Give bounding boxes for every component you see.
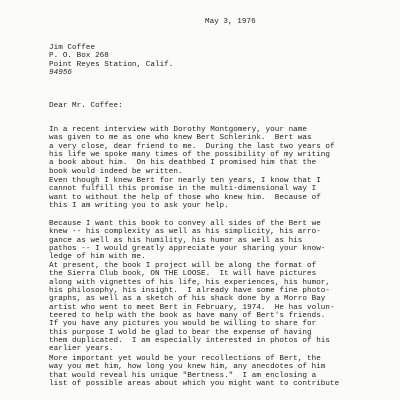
paragraph-line: way you met him, how long you knew him, any anecdotes of him (49, 363, 326, 372)
paragraph-line: this purpose I wold be glad to bear the expense of having (49, 328, 312, 337)
paragraph-1 (49, 126, 389, 176)
paragraph-line: his philosophy, his insight. I already have some fine photo- (49, 287, 331, 296)
address-po-box: P. O. Box 268 (49, 52, 109, 61)
salutation: Dear Mr. Coffee: (49, 102, 123, 110)
paragraph-2 (49, 177, 389, 210)
paragraph-line: a book about him. On his deathbed I promised him that the (49, 159, 317, 168)
address-name: Jim Coffee (49, 44, 96, 52)
paragraph-line: artist who went to meet Bert in February, 1974. He has volun- (49, 303, 335, 312)
paragraph-line: earlier years. (49, 345, 114, 354)
paragraph-line: book would indeed be written. (49, 167, 183, 176)
recipient-address (49, 44, 173, 77)
paragraph-line: More important yet would be your recollections of Bert, the (49, 355, 321, 363)
letter-date: May 3, 1976 (205, 18, 256, 26)
paragraph-line: cannot fulfill this promise in the multi-dimensional way I (49, 185, 317, 194)
paragraph-line: was given to me as one who knew Bert Schlerink. Bert was (49, 134, 312, 143)
paragraph-line: this I am writing you to ask your help. (49, 202, 229, 211)
address-zip: 94956 (49, 68, 73, 77)
paragraph-line: graphs, as well as a sketch of his shack done by a Morro Bay (49, 295, 326, 304)
paragraph-4 (49, 262, 389, 354)
paragraph-line: list of possible areas about which you might want to contribute (49, 380, 340, 389)
paragraph-line: knew -- his complexity as well as his simplicity, his arro- (49, 228, 321, 237)
paragraph-line: In a recent interview with Dorothy Montgomery, your name (49, 126, 307, 134)
paragraph-5 (49, 355, 389, 388)
paragraph-line: want to without the help of those who knew him. Because of (49, 193, 321, 202)
paragraph-line: that would reveal his unique "Bertness." I am enclosing a (49, 371, 317, 380)
paragraph-line: along with vignettes of his life, his experiences, his humor, (49, 278, 331, 287)
paragraph-line: a very close, dear friend to me. During the last two years of (49, 142, 335, 151)
paragraph-line: ledge of him with me. (49, 253, 146, 262)
paragraph-line: At present, the book I project will be along the format of (49, 262, 317, 270)
paragraph-line: the Sierra Club book, ON THE LOOSE. It will have pictures (49, 270, 317, 279)
paragraph-line: Even though I knew Bert for nearly ten years, I know that I (49, 177, 321, 185)
paragraph-line: them duplicated. I am especially interested in photos of his (49, 337, 331, 346)
paragraph-line: Because I want this book to convey all sides of the Bert we (49, 220, 321, 228)
paragraph-line: his life we spoke many times of the possibility of my writing (49, 151, 331, 160)
paragraph-3 (49, 220, 389, 262)
paragraph-line: teered to help with the book as have many of Bert's friends. (49, 312, 326, 321)
address-city: Point Reyes Station, Calif. (49, 60, 174, 69)
paragraph-line: If you have any pictures you would be willing to share for (49, 320, 317, 329)
paragraph-line: gance as well as his humility, his humor as well as his (49, 236, 303, 245)
paragraph-line: pathos -- I would greatly appreciate your sharing your know- (49, 245, 326, 254)
